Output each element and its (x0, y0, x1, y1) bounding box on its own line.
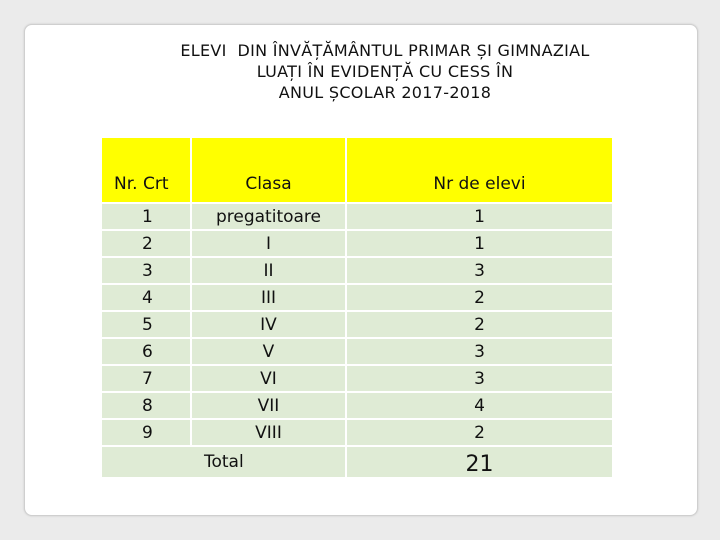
table-row (101, 257, 613, 284)
total-row (101, 446, 613, 478)
cell-clasa: II (191, 257, 346, 284)
cell-elevi: 3 (346, 365, 613, 392)
table-row (101, 419, 613, 446)
table-header-row (101, 137, 613, 203)
table-row (101, 203, 613, 230)
cell-nr: 9 (101, 419, 191, 446)
cell-nr: 2 (101, 230, 191, 257)
table-row (101, 392, 613, 419)
cell-clasa: III (191, 284, 346, 311)
cell-elevi: 2 (346, 419, 613, 446)
cell-clasa: I (191, 230, 346, 257)
cell-elevi: 3 (346, 257, 613, 284)
cell-nr: 6 (101, 338, 191, 365)
cell-clasa: V (191, 338, 346, 365)
cell-nr: 4 (101, 284, 191, 311)
title-line-1: ELEVI DIN ÎNVĂȚĂMÂNTUL PRIMAR ȘI GIMNAZIAL (180, 41, 590, 60)
cell-nr: 3 (101, 257, 191, 284)
cell-clasa: VII (191, 392, 346, 419)
header-nr-elevi: Nr de elevi (346, 137, 613, 203)
cell-clasa: pregatitoare (191, 203, 346, 230)
cell-nr: 7 (101, 365, 191, 392)
title-line-2: LUAȚI ÎN EVIDENȚĂ CU CESS ÎN (256, 62, 514, 81)
students-table (100, 136, 614, 479)
header-clasa: Clasa (191, 137, 346, 203)
total-label: Total (101, 446, 346, 478)
table-row (101, 338, 613, 365)
cell-nr: 5 (101, 311, 191, 338)
title-line-3: ANUL ȘCOLAR 2017-2018 (278, 83, 492, 102)
cell-clasa: VI (191, 365, 346, 392)
cell-elevi: 1 (346, 203, 613, 230)
cell-elevi: 1 (346, 230, 613, 257)
cell-clasa: VIII (191, 419, 346, 446)
total-value: 21 (346, 446, 613, 478)
cell-elevi: 2 (346, 284, 613, 311)
cell-elevi: 3 (346, 338, 613, 365)
cell-elevi: 2 (346, 311, 613, 338)
cell-elevi: 4 (346, 392, 613, 419)
table-row (101, 230, 613, 257)
page-title (80, 40, 690, 103)
table-row (101, 365, 613, 392)
table-row (101, 284, 613, 311)
cell-nr: 1 (101, 203, 191, 230)
cell-clasa: IV (191, 311, 346, 338)
cell-nr: 8 (101, 392, 191, 419)
header-nr-crt: Nr. Crt (101, 137, 191, 203)
table-row (101, 311, 613, 338)
